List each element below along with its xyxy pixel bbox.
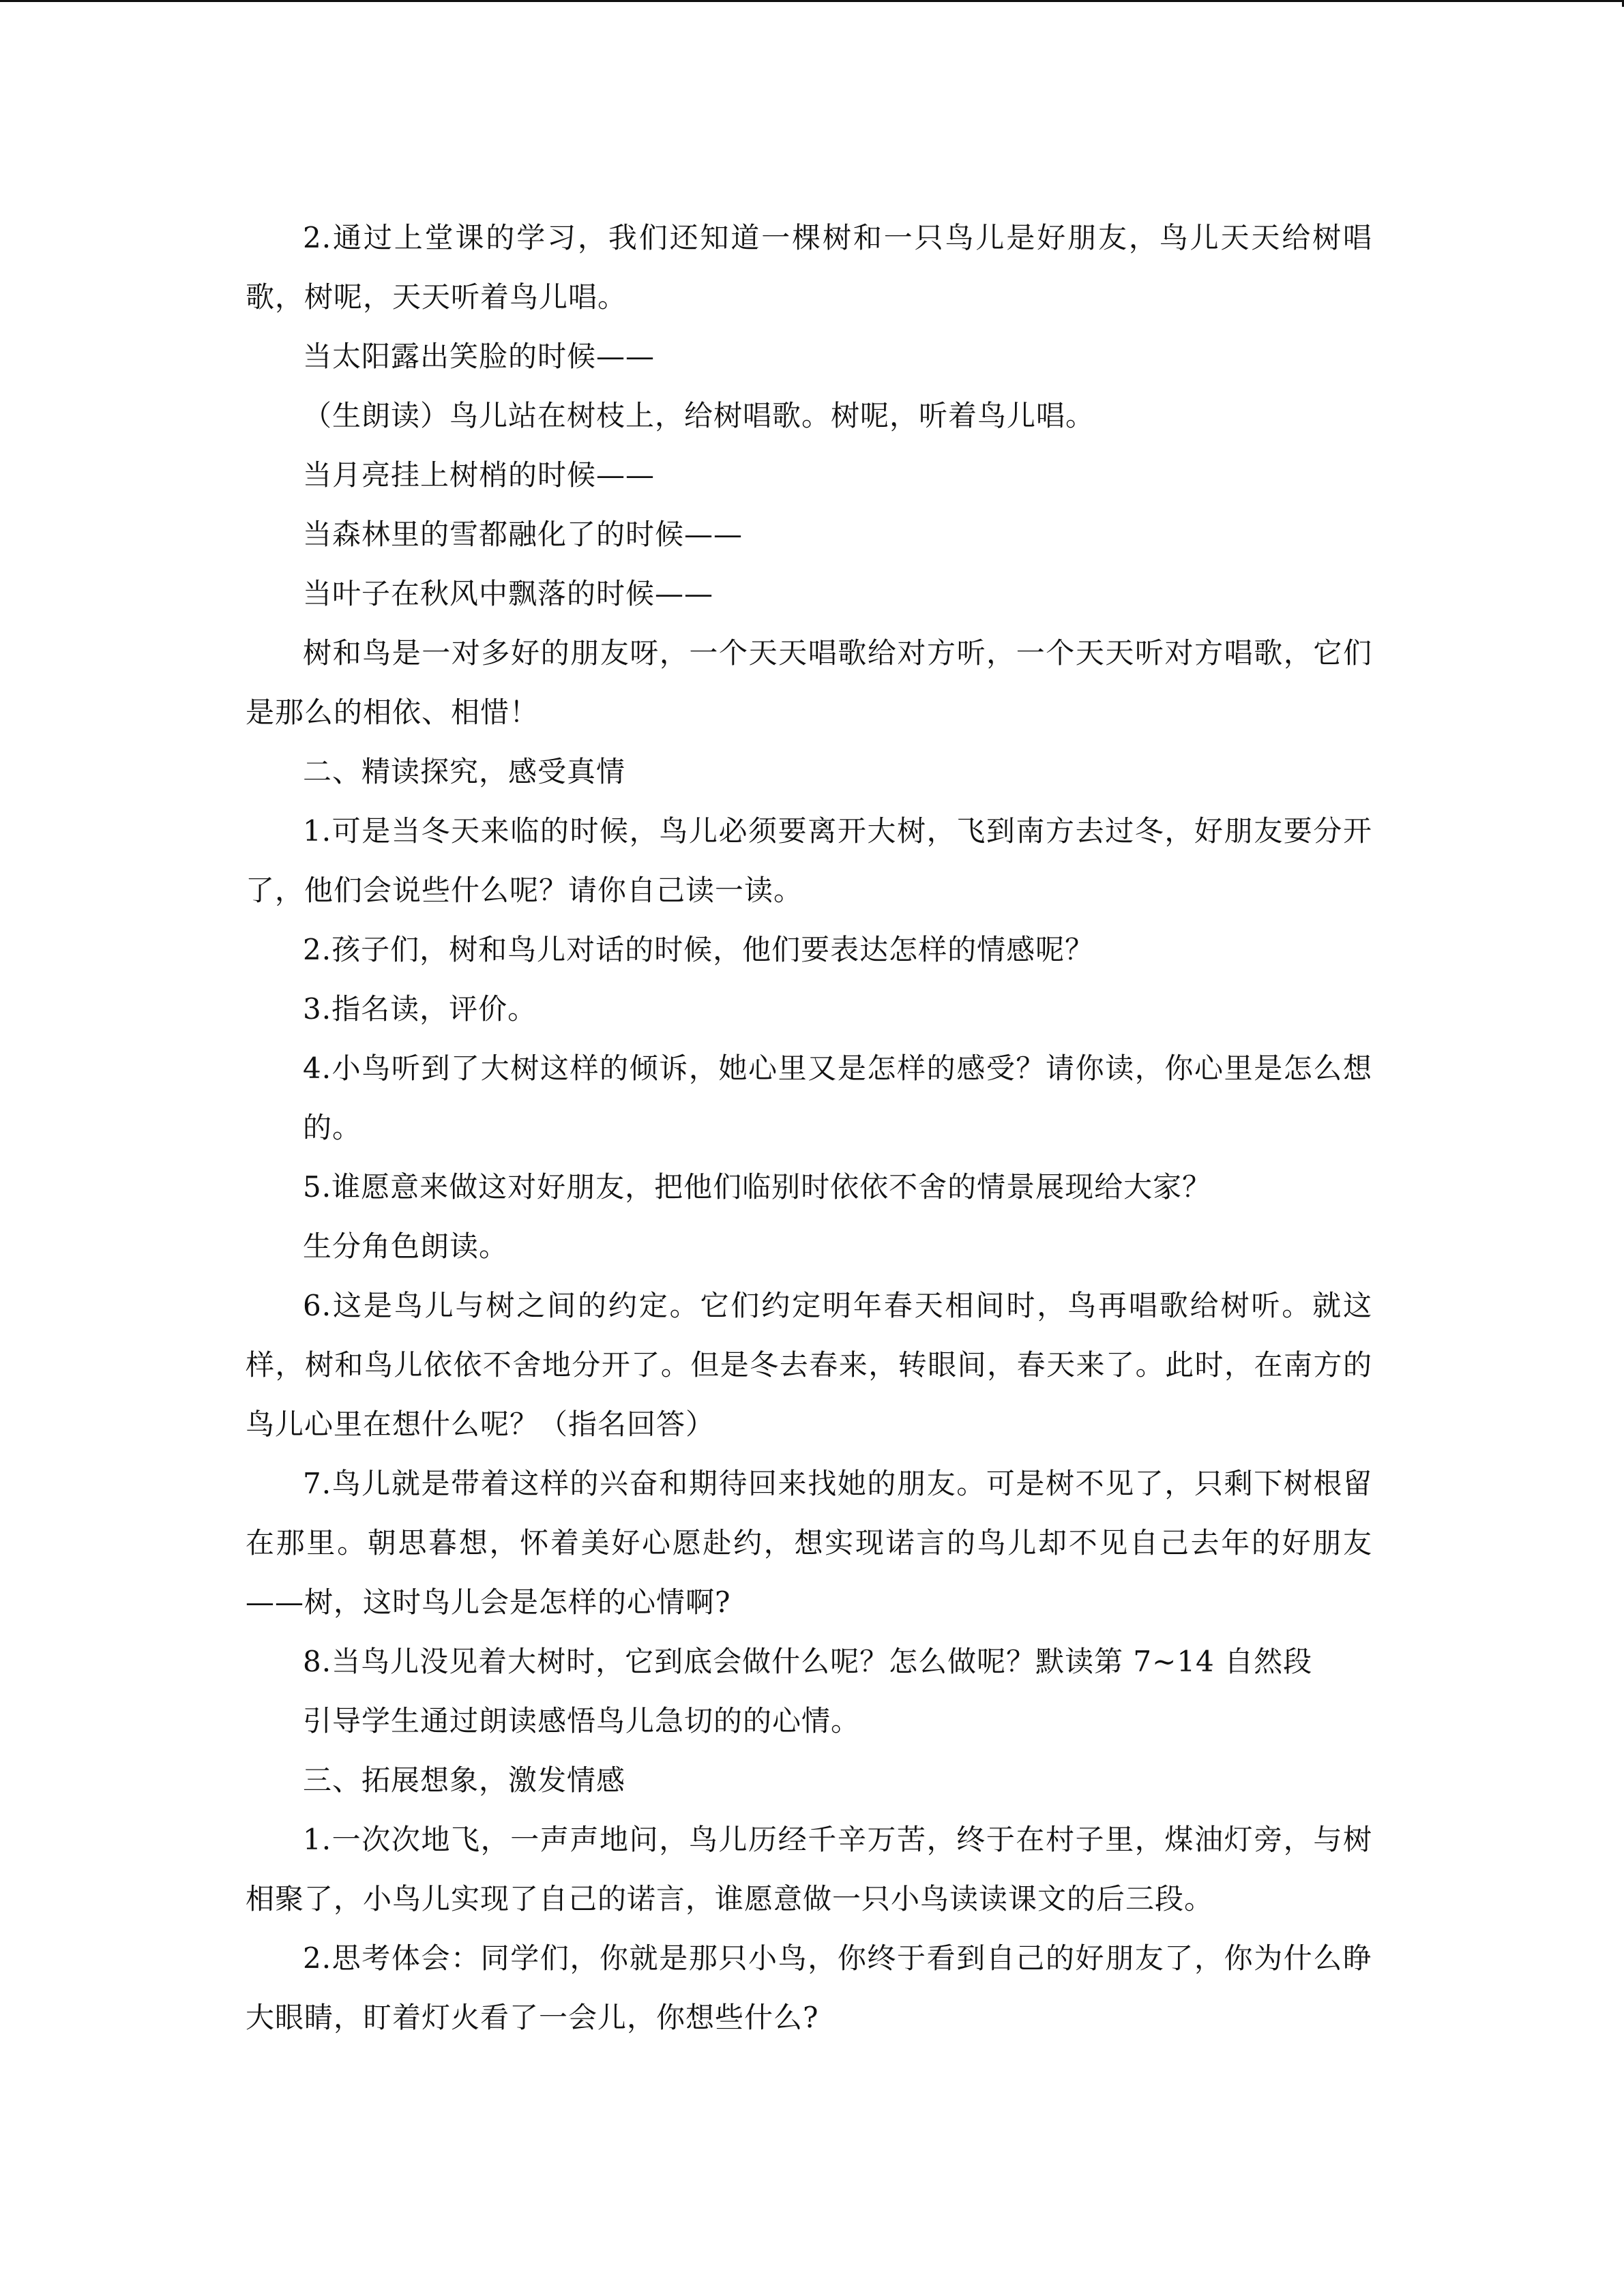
section-heading-3: 三、拓展想象，激发情感 [303,1763,626,1797]
paragraph-5: 当森林里的雪都融化了的时候—— [303,518,743,551]
paragraph-12: 4.小鸟听到了大树这样的倾诉，她心里又是怎样的感受？请你读，你心里是怎么想的。 [303,1052,1372,1144]
paragraph-10: 2.孩子们，树和鸟儿对话的时候，他们要表达怎样的情感呢？ [303,933,1095,966]
paragraph-9: 1.可是当冬天来临的时候，鸟儿必须要离开大树，飞到南方去过冬，好朋友要分开了，他们会说些什么呢？请你自己读一读。 [246,814,1372,907]
paragraph-2: 当太阳露出笑脸的时候—— [303,340,655,373]
paragraph-13: 5.谁愿意来做这对好朋友，把他们临别时依依不舍的情景展现给大家？ [303,1170,1212,1204]
paragraph-20: 1.一次次地飞，一声声地问，鸟儿历经千辛万苦，终于在村子里，煤油灯旁，与树相聚了，小鸟儿实现了自己的诺言，谁愿意做一只小鸟读读课文的后三段。 [246,1823,1372,1915]
paragraph-11: 3.指名读，评价。 [303,992,537,1026]
paragraph-4: 当月亮挂上树梢的时候—— [303,458,655,492]
section-heading-2: 二、精读探究，感受真情 [303,755,626,788]
paragraph-18: 引导学生通过朗读感悟鸟儿急切的的心情。 [303,1704,861,1738]
paragraph-6: 当叶子在秋风中飘落的时候—— [303,577,714,610]
paragraph-15: 6.这是鸟儿与树之间的约定。它们约定明年春天相间时，鸟再唱歌给树听。就这样，树和鸟儿依依不舍地分开了。但是冬去春来，转眼间，春天来了。此时，在南方的鸟儿心里在想什么呢？（指名回答） [246,1289,1372,1441]
paragraph-16: 7.鸟儿就是带着这样的兴奋和期待回来找她的朋友。可是树不见了，只剩下树根留在那里。朝思暮想，怀着美好心愿赴约，想实现诺言的鸟儿却不见自己去年的好朋友——树，这时鸟儿会是怎样的心情啊? [246,1467,1372,1619]
top-border-line [0,0,1624,2]
paragraph-21: 2.思考体会：同学们，你就是那只小鸟，你终于看到自己的好朋友了，你为什么睁大眼睛，盯着灯火看了一会儿，你想些什么? [246,1941,1372,2034]
paragraph-14: 生分角色朗读。 [303,1229,509,1263]
paragraph-1: 2.通过上堂课的学习，我们还知道一棵树和一只鸟儿是好朋友，鸟儿天天给树唱歌，树呢，天天听着鸟儿唱。 [246,221,1372,314]
paragraph-3: （生朗读）鸟儿站在树枝上，给树唱歌。树呢，听着鸟儿唱。 [303,399,1095,432]
paragraph-7: 树和鸟是一对多好的朋友呀，一个天天唱歌给对方听，一个天天听对方唱歌，它们是那么的相依、相惜！ [246,636,1372,729]
paragraph-17: 8.当鸟儿没见着大树时，它到底会做什么呢？怎么做呢？默读第 7~14 自然段 [303,1645,1313,1678]
document-body [246,208,1372,2047]
